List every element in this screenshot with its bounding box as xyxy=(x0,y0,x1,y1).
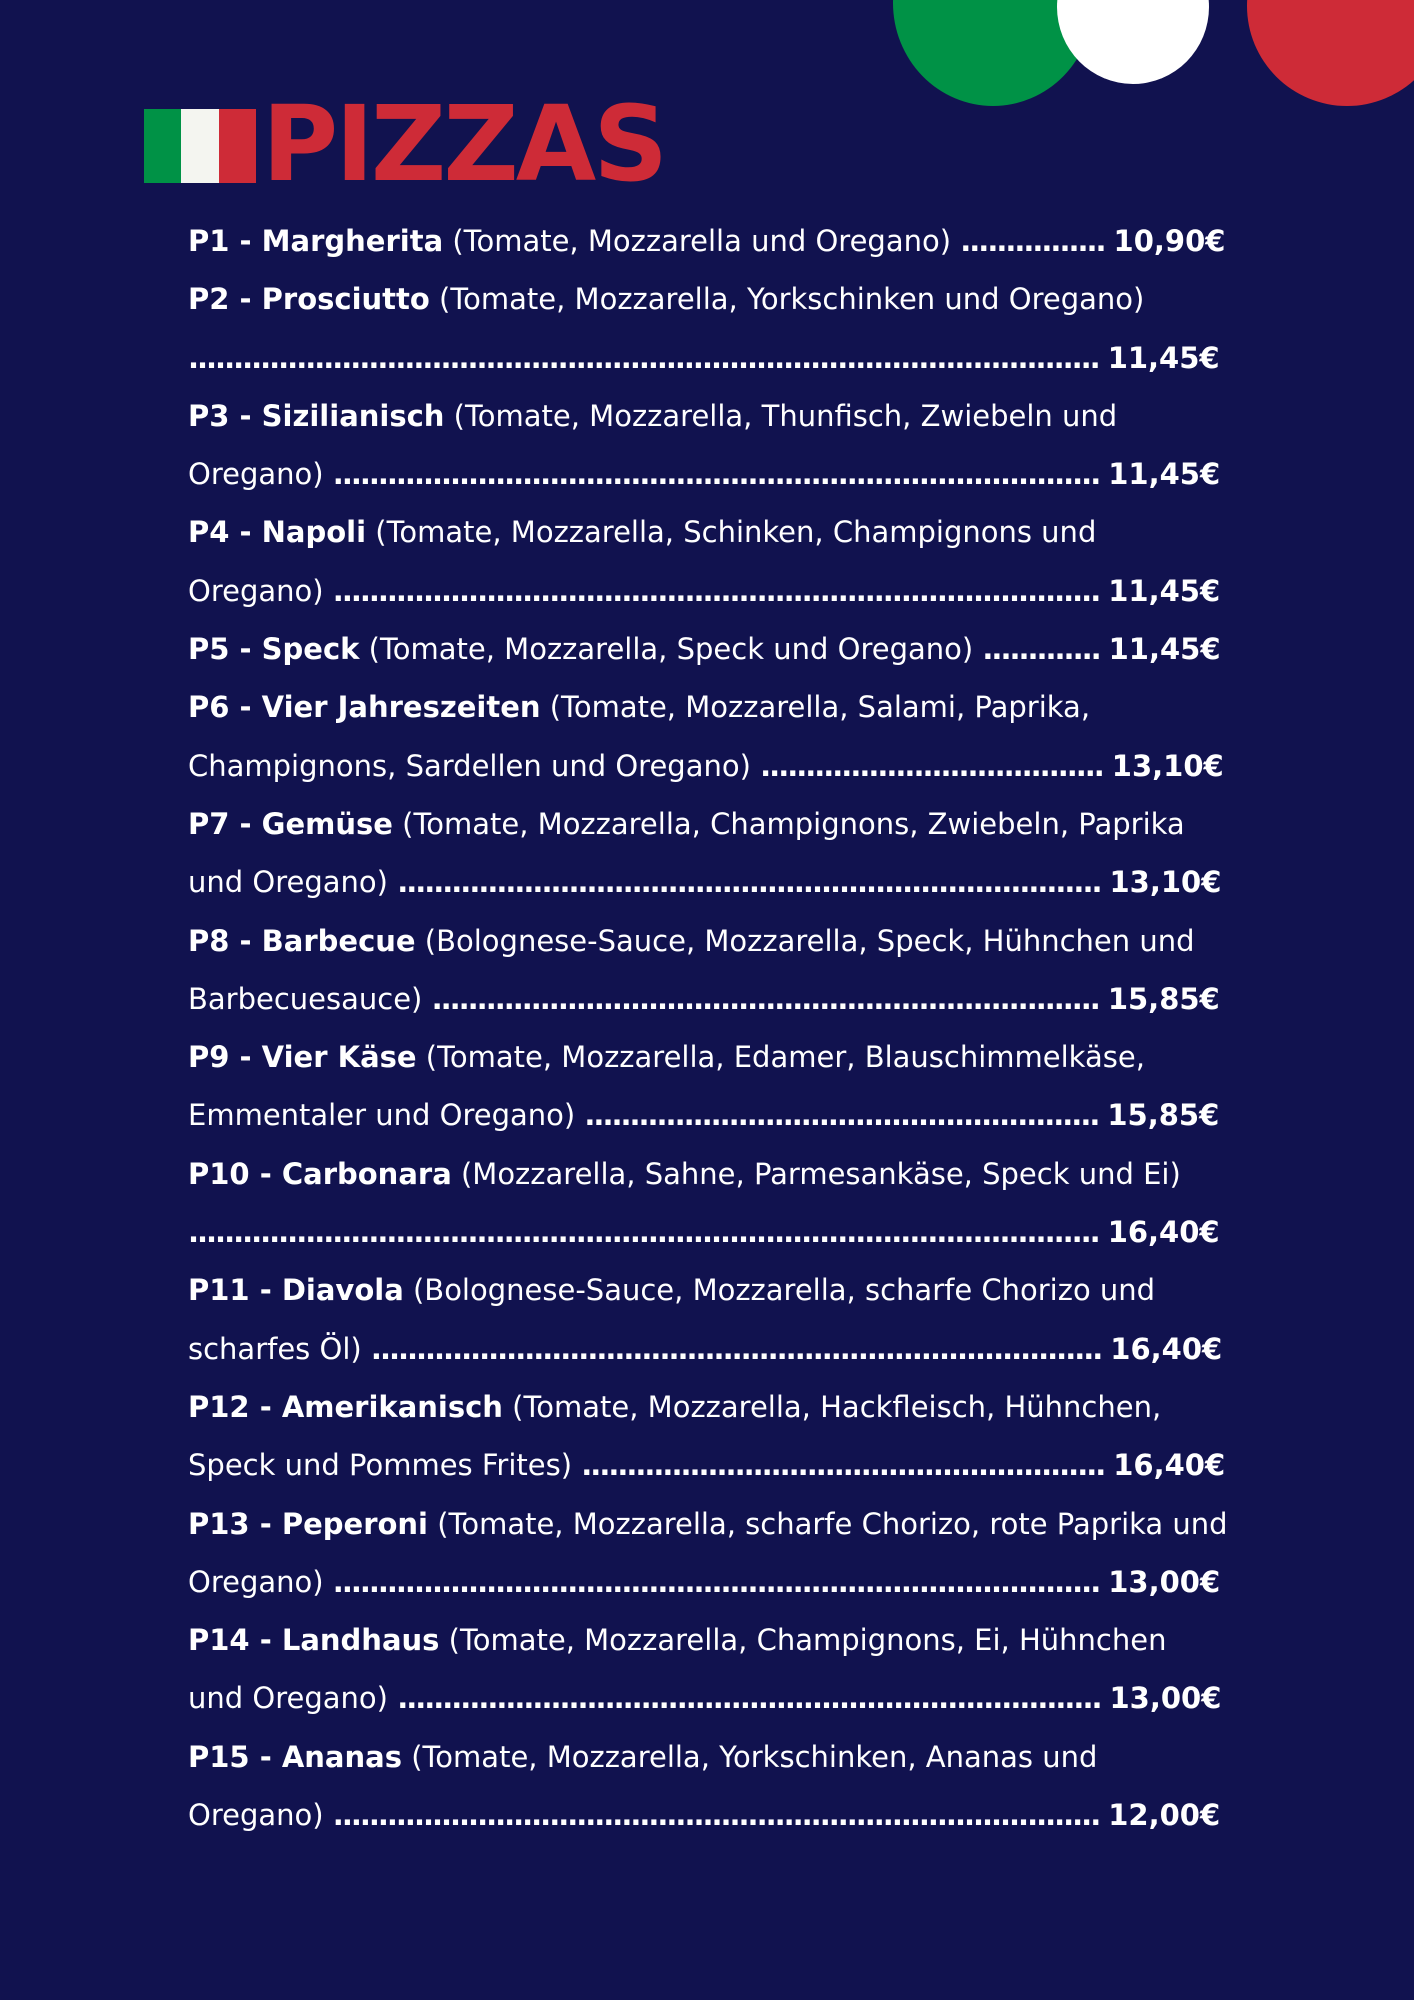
item-description: (Tomate, Mozzarella, Yorkschinken, Ananas und Oregano) xyxy=(188,1739,1098,1833)
item-name: P10 - Carbonara xyxy=(188,1156,452,1191)
flag-stripe-green xyxy=(144,109,181,183)
menu-item xyxy=(188,1611,1228,1728)
item-name: P1 - Margherita xyxy=(188,224,444,258)
dot-leader: ...................................... xyxy=(760,748,1103,783)
item-description: (Tomate, Mozzarella, Edamer, Blauschimmelkäse, Emmentaler und Oregano) xyxy=(188,1040,1145,1133)
item-price: 16,40€ xyxy=(1110,1331,1223,1366)
menu-item xyxy=(188,795,1228,912)
menu-item xyxy=(188,1728,1228,1845)
item-description: (Tomate, Mozzarella und Oregano) xyxy=(452,224,952,258)
item-name: P9 - Vier Käse xyxy=(188,1040,417,1075)
menu-item xyxy=(188,1028,1228,1145)
item-price: 11,45€ xyxy=(1108,632,1221,667)
menu-item xyxy=(188,1261,1228,1378)
menu-item xyxy=(188,1145,1228,1262)
item-name: P7 - Gemüse xyxy=(188,806,393,841)
item-name: P12 - Amerikanisch xyxy=(188,1389,503,1424)
italian-flag-icon xyxy=(144,109,256,183)
flag-stripe-red xyxy=(219,109,256,183)
item-description: (Tomate, Mozzarella, Schinken, Champignons und Oregano) xyxy=(188,515,1097,608)
item-price: 16,40€ xyxy=(1113,1448,1226,1483)
item-price: 15,85€ xyxy=(1107,1098,1220,1133)
item-name: P5 - Speck xyxy=(188,632,360,667)
dot-leader: ..................................................................................... xyxy=(332,457,1100,492)
page-title: PIZZAS xyxy=(262,83,666,205)
item-name: P3 - Sizilianisch xyxy=(188,398,445,433)
item-price: 11,45€ xyxy=(1108,573,1221,608)
menu-item xyxy=(188,503,1228,620)
item-description: (Tomate, Mozzarella, Hackfleisch, Hühnchen, Speck und Pommes Frites) xyxy=(188,1389,1162,1483)
dot-leader: .......................................................................... xyxy=(431,981,1099,1016)
item-price: 16,40€ xyxy=(1107,1215,1220,1250)
item-price: 10,90€ xyxy=(1113,224,1226,258)
menu-item xyxy=(188,387,1228,504)
menu-item xyxy=(188,912,1228,1029)
menu-item xyxy=(188,1495,1228,1612)
dot-leader: ..................................................................................... xyxy=(332,573,1100,608)
item-description: (Tomate, Mozzarella, Champignons, Zwiebeln, Paprika und Oregano) xyxy=(188,806,1185,900)
menu-header xyxy=(144,83,666,205)
item-description: (Bolognese-Sauce, Mozzarella, scharfe Chorizo und scharfes Öl) xyxy=(188,1273,1156,1366)
dot-leader: ......................................................... xyxy=(584,1098,1099,1133)
item-price: 15,85€ xyxy=(1107,981,1220,1016)
dot-leader: ..................................................................................................... xyxy=(188,340,1099,375)
dot-leader: ..................................................................................... xyxy=(332,1564,1100,1599)
item-description: (Mozzarella, Sahne, Parmesankäse, Speck und Ei) xyxy=(460,1156,1181,1191)
menu-item xyxy=(188,620,1228,678)
item-price: 13,10€ xyxy=(1109,865,1222,900)
dot-leader: ............. xyxy=(982,632,1100,667)
item-name: P15 - Ananas xyxy=(188,1739,402,1774)
flag-stripe-white xyxy=(181,109,218,183)
dot-leader: ................ xyxy=(960,224,1105,258)
menu-item xyxy=(188,212,1228,270)
decor-circle-white xyxy=(1057,0,1209,84)
dot-leader: ................................................................................. xyxy=(370,1331,1102,1366)
item-description: (Tomate, Mozzarella, Champignons, Ei, Hühnchen und Oregano) xyxy=(188,1623,1167,1716)
dot-leader: ..................................................................................................... xyxy=(188,1215,1099,1250)
item-description: (Tomate, Mozzarella, Yorkschinken und Oregano) xyxy=(439,282,1145,317)
dot-leader: .............................................................................. xyxy=(397,865,1101,900)
item-name: P11 - Diavola xyxy=(188,1273,404,1308)
item-price: 13,00€ xyxy=(1109,1681,1222,1716)
item-description: (Tomate, Mozzarella, Salami, Paprika, Champignons, Sardellen und Oregano) xyxy=(188,690,1091,783)
item-price: 13,00€ xyxy=(1108,1564,1221,1599)
item-price: 13,10€ xyxy=(1111,748,1224,783)
dot-leader: .......................................................... xyxy=(581,1448,1105,1483)
item-name: P13 - Peperoni xyxy=(188,1506,429,1541)
dot-leader: ..................................................................................... xyxy=(332,1798,1100,1833)
item-price: 12,00€ xyxy=(1108,1798,1221,1833)
item-description: (Tomate, Mozzarella, Thunfisch, Zwiebeln und Oregano) xyxy=(188,398,1118,492)
item-description: (Tomate, Mozzarella, scharfe Chorizo, rote Paprika und Oregano) xyxy=(188,1506,1228,1599)
decor-circle-red xyxy=(1247,0,1414,106)
menu-item xyxy=(188,270,1228,387)
item-price: 11,45€ xyxy=(1108,457,1221,492)
item-description: (Bolognese-Sauce, Mozzarella, Speck, Hühnchen und Barbecuesauce) xyxy=(188,923,1195,1016)
menu-item xyxy=(188,678,1228,795)
item-price: 11,45€ xyxy=(1107,340,1220,375)
item-name: P8 - Barbecue xyxy=(188,923,416,958)
item-name: P2 - Prosciutto xyxy=(188,282,430,317)
pizza-menu-list xyxy=(188,212,1228,1844)
item-name: P4 - Napoli xyxy=(188,515,367,550)
item-name: P6 - Vier Jahreszeiten xyxy=(188,690,541,725)
item-description: (Tomate, Mozzarella, Speck und Oregano) xyxy=(368,632,974,667)
menu-item xyxy=(188,1378,1228,1495)
dot-leader: .............................................................................. xyxy=(397,1681,1101,1716)
item-name: P14 - Landhaus xyxy=(188,1623,440,1658)
